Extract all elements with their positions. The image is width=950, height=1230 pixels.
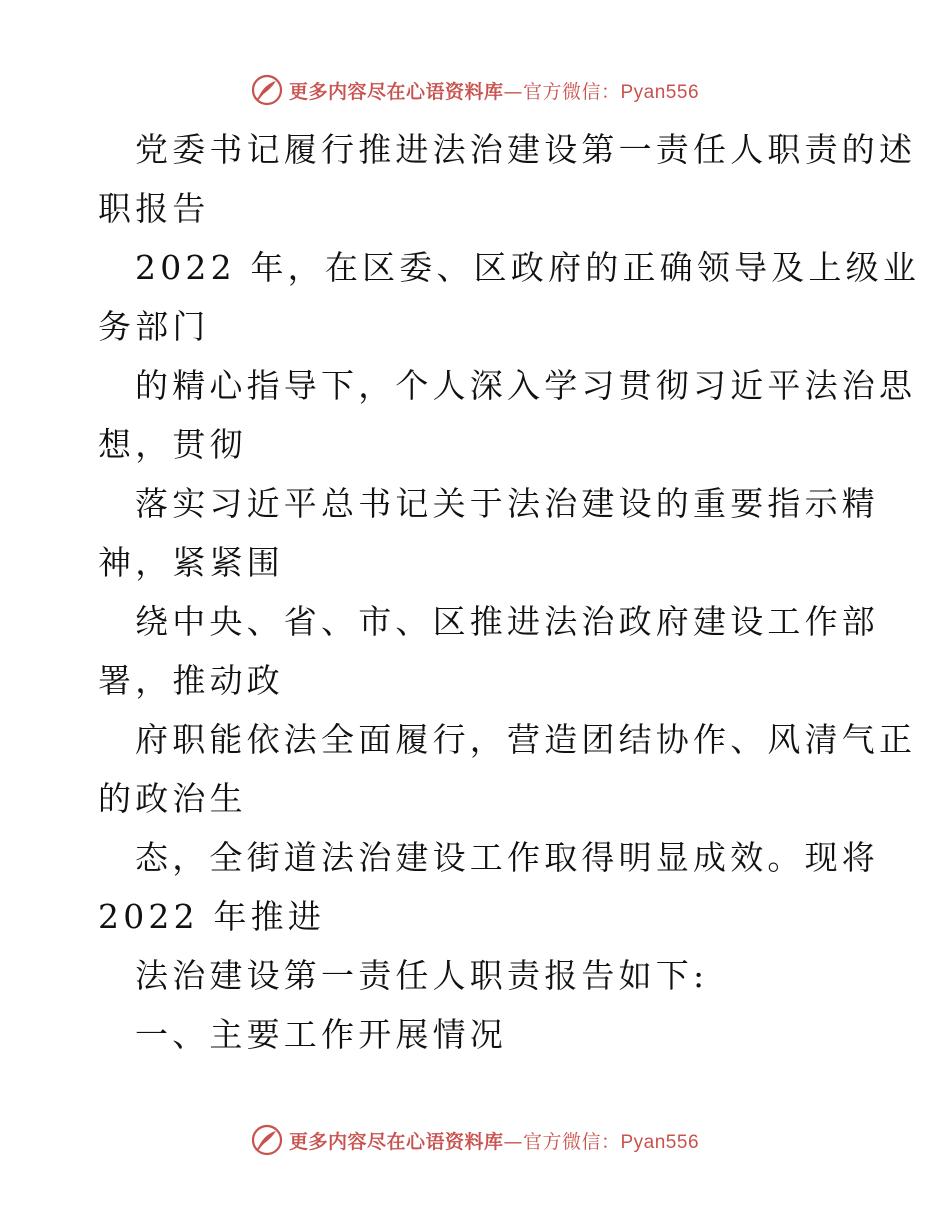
doc-line: 法治建设第一责任人职责报告如下: [135, 956, 709, 995]
banner-content [251, 74, 699, 106]
doc-line: 态，全街道法治建设工作取得明显成效。现将 [135, 838, 879, 877]
banner-wechat-label: 官方微信： [522, 80, 621, 103]
banner-main-text: 更多内容尽在心语资料库 [288, 1130, 504, 1153]
doc-line: 的精心指导下，个人深入学习贯彻习近平法治思 [135, 366, 917, 405]
banner-main-text: 更多内容尽在心语资料库 [288, 80, 504, 103]
doc-line: 的政治生 [98, 779, 247, 818]
doc-line: 2022 年推进 [98, 897, 326, 936]
banner-wechat-id: Pyan556 [620, 1131, 700, 1153]
banner-separator: — [503, 80, 523, 103]
doc-line: 想，贯彻 [98, 425, 247, 464]
quill-logo-icon [251, 1124, 283, 1156]
banner-separator: — [503, 1130, 523, 1153]
banner-content [251, 1124, 699, 1156]
document-body [98, 120, 921, 1064]
doc-line: 2022 年，在区委、区政府的正确领导及上级业 [135, 248, 921, 287]
section-heading: 一、主要工作开展情况 [135, 1015, 507, 1054]
doc-line: 府职能依法全面履行，营造团结协作、风清气正 [135, 720, 917, 759]
doc-line: 党委书记履行推进法治建设第一责任人职责的述 [135, 130, 917, 169]
banner-wechat-label: 官方微信： [522, 1130, 621, 1153]
header-banner [0, 70, 950, 110]
doc-line: 署，推动政 [98, 661, 284, 700]
banner-text [289, 1127, 699, 1154]
doc-line: 绕中央、省、市、区推进法治政府建设工作部 [135, 602, 879, 641]
doc-line: 职报告 [98, 189, 210, 228]
quill-logo-icon [251, 74, 283, 106]
doc-line: 务部门 [98, 307, 210, 346]
doc-line: 神，紧紧围 [98, 543, 284, 582]
banner-text [289, 77, 699, 104]
footer-banner [0, 1120, 950, 1160]
doc-line: 落实习近平总书记关于法治建设的重要指示精 [135, 484, 879, 523]
banner-wechat-id: Pyan556 [620, 81, 700, 103]
